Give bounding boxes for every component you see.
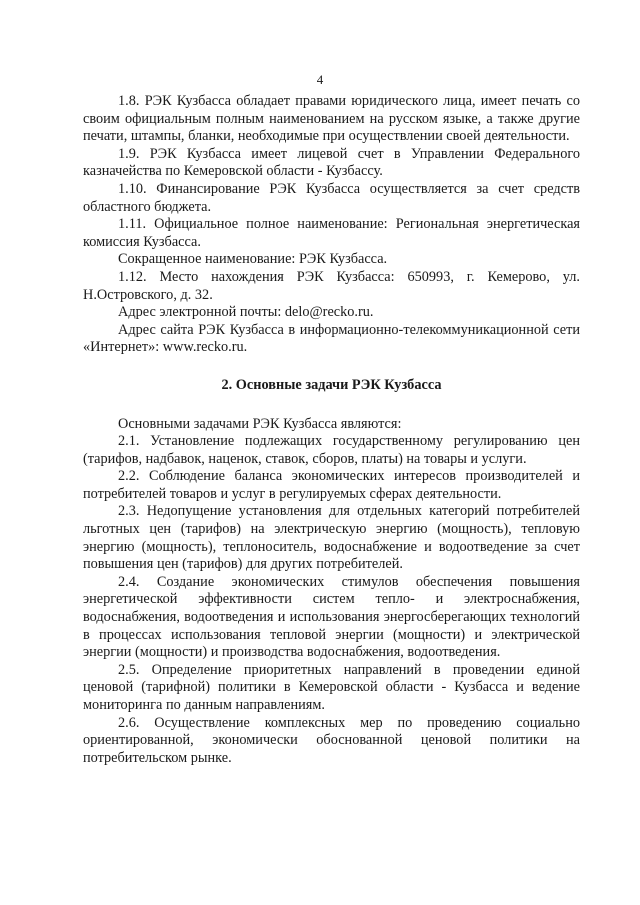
paragraph-website: Адрес сайта РЭК Кузбасса в информационно-телекоммуникационной сети «Интернет»: www.recko.ru. [83, 321, 580, 356]
paragraph-2-6: 2.6. Осуществление комплексных мер по проведению социально ориентированной, экономически обоснованной ценовой политики на потребительском рынке. [83, 714, 580, 766]
section-2-heading: 2. Основные задачи РЭК Кузбасса [221, 376, 442, 393]
paragraph-1-11: 1.11. Официальное полное наименование: Региональная энергетическая комиссия Кузбасса. [83, 216, 580, 250]
paragraph-short-name: Сокращенное наименование: РЭК Кузбасса. [118, 251, 388, 268]
page-number: 4 [316, 72, 324, 87]
paragraph-2-3: 2.3. Недопущение установления для отдельных категорий потребителей льготных цен (тарифов) на электрическую энергию (мощность), тепловую энергию (мощность), теплоноситель, водоснабжение и водоотведение за счет повышения цен (тарифов) для других потребителей. [83, 503, 580, 573]
paragraph-2-4: 2.4. Создание экономических стимулов обеспечения повышения энергетической эффективности систем тепло- и электроснабжения, водоснабжения, водоотведения и использования энергосберегающих технологий в процессах использования тепловой энергии (мощности) и электрической энергии (мощности) и производства водоснабжения, водоотведения. [83, 573, 580, 661]
document-body [83, 93, 580, 767]
paragraph-tasks-intro: Основными задачами РЭК Кузбасса являются: [118, 415, 402, 432]
paragraph-1-9: 1.9. РЭК Кузбасса имеет лицевой счет в Управлении Федерального казначейства по Кемеровской области - Кузбассу. [83, 145, 580, 180]
paragraph-1-12: 1.12. Место нахождения РЭК Кузбасса: 650993, г. Кемерово, ул. Н.Островского, д. 32. [83, 268, 580, 303]
paragraph-1-10: 1.10. Финансирование РЭК Кузбасса осуществляется за счет средств областного бюджета. [83, 180, 580, 215]
paragraph-2-2: 2.2. Соблюдение баланса экономических интересов производителей и потребителей товаров и услуг в регулируемых сферах деятельности. [83, 468, 580, 502]
paragraph-2-1: 2.1. Установление подлежащих государственному регулированию цен (тарифов, надбавок, наценок, ставок, сборов, платы) на товары и услуги. [83, 433, 580, 467]
paragraph-email: Адрес электронной почты: delo@recko.ru. [118, 304, 374, 321]
paragraph-1-8: 1.8. РЭК Кузбасса обладает правами юридического лица, имеет печать со своим официальным полным наименованием на русском языке, а также другие печати, штампы, бланки, необходимые при осуществлении своей деятельности. [83, 93, 580, 145]
paragraph-2-5: 2.5. Определение приоритетных направлений в проведении единой ценовой (тарифной) политики в Кемеровской области - Кузбасса и ведение мониторинга по данным направлениям. [83, 661, 580, 713]
